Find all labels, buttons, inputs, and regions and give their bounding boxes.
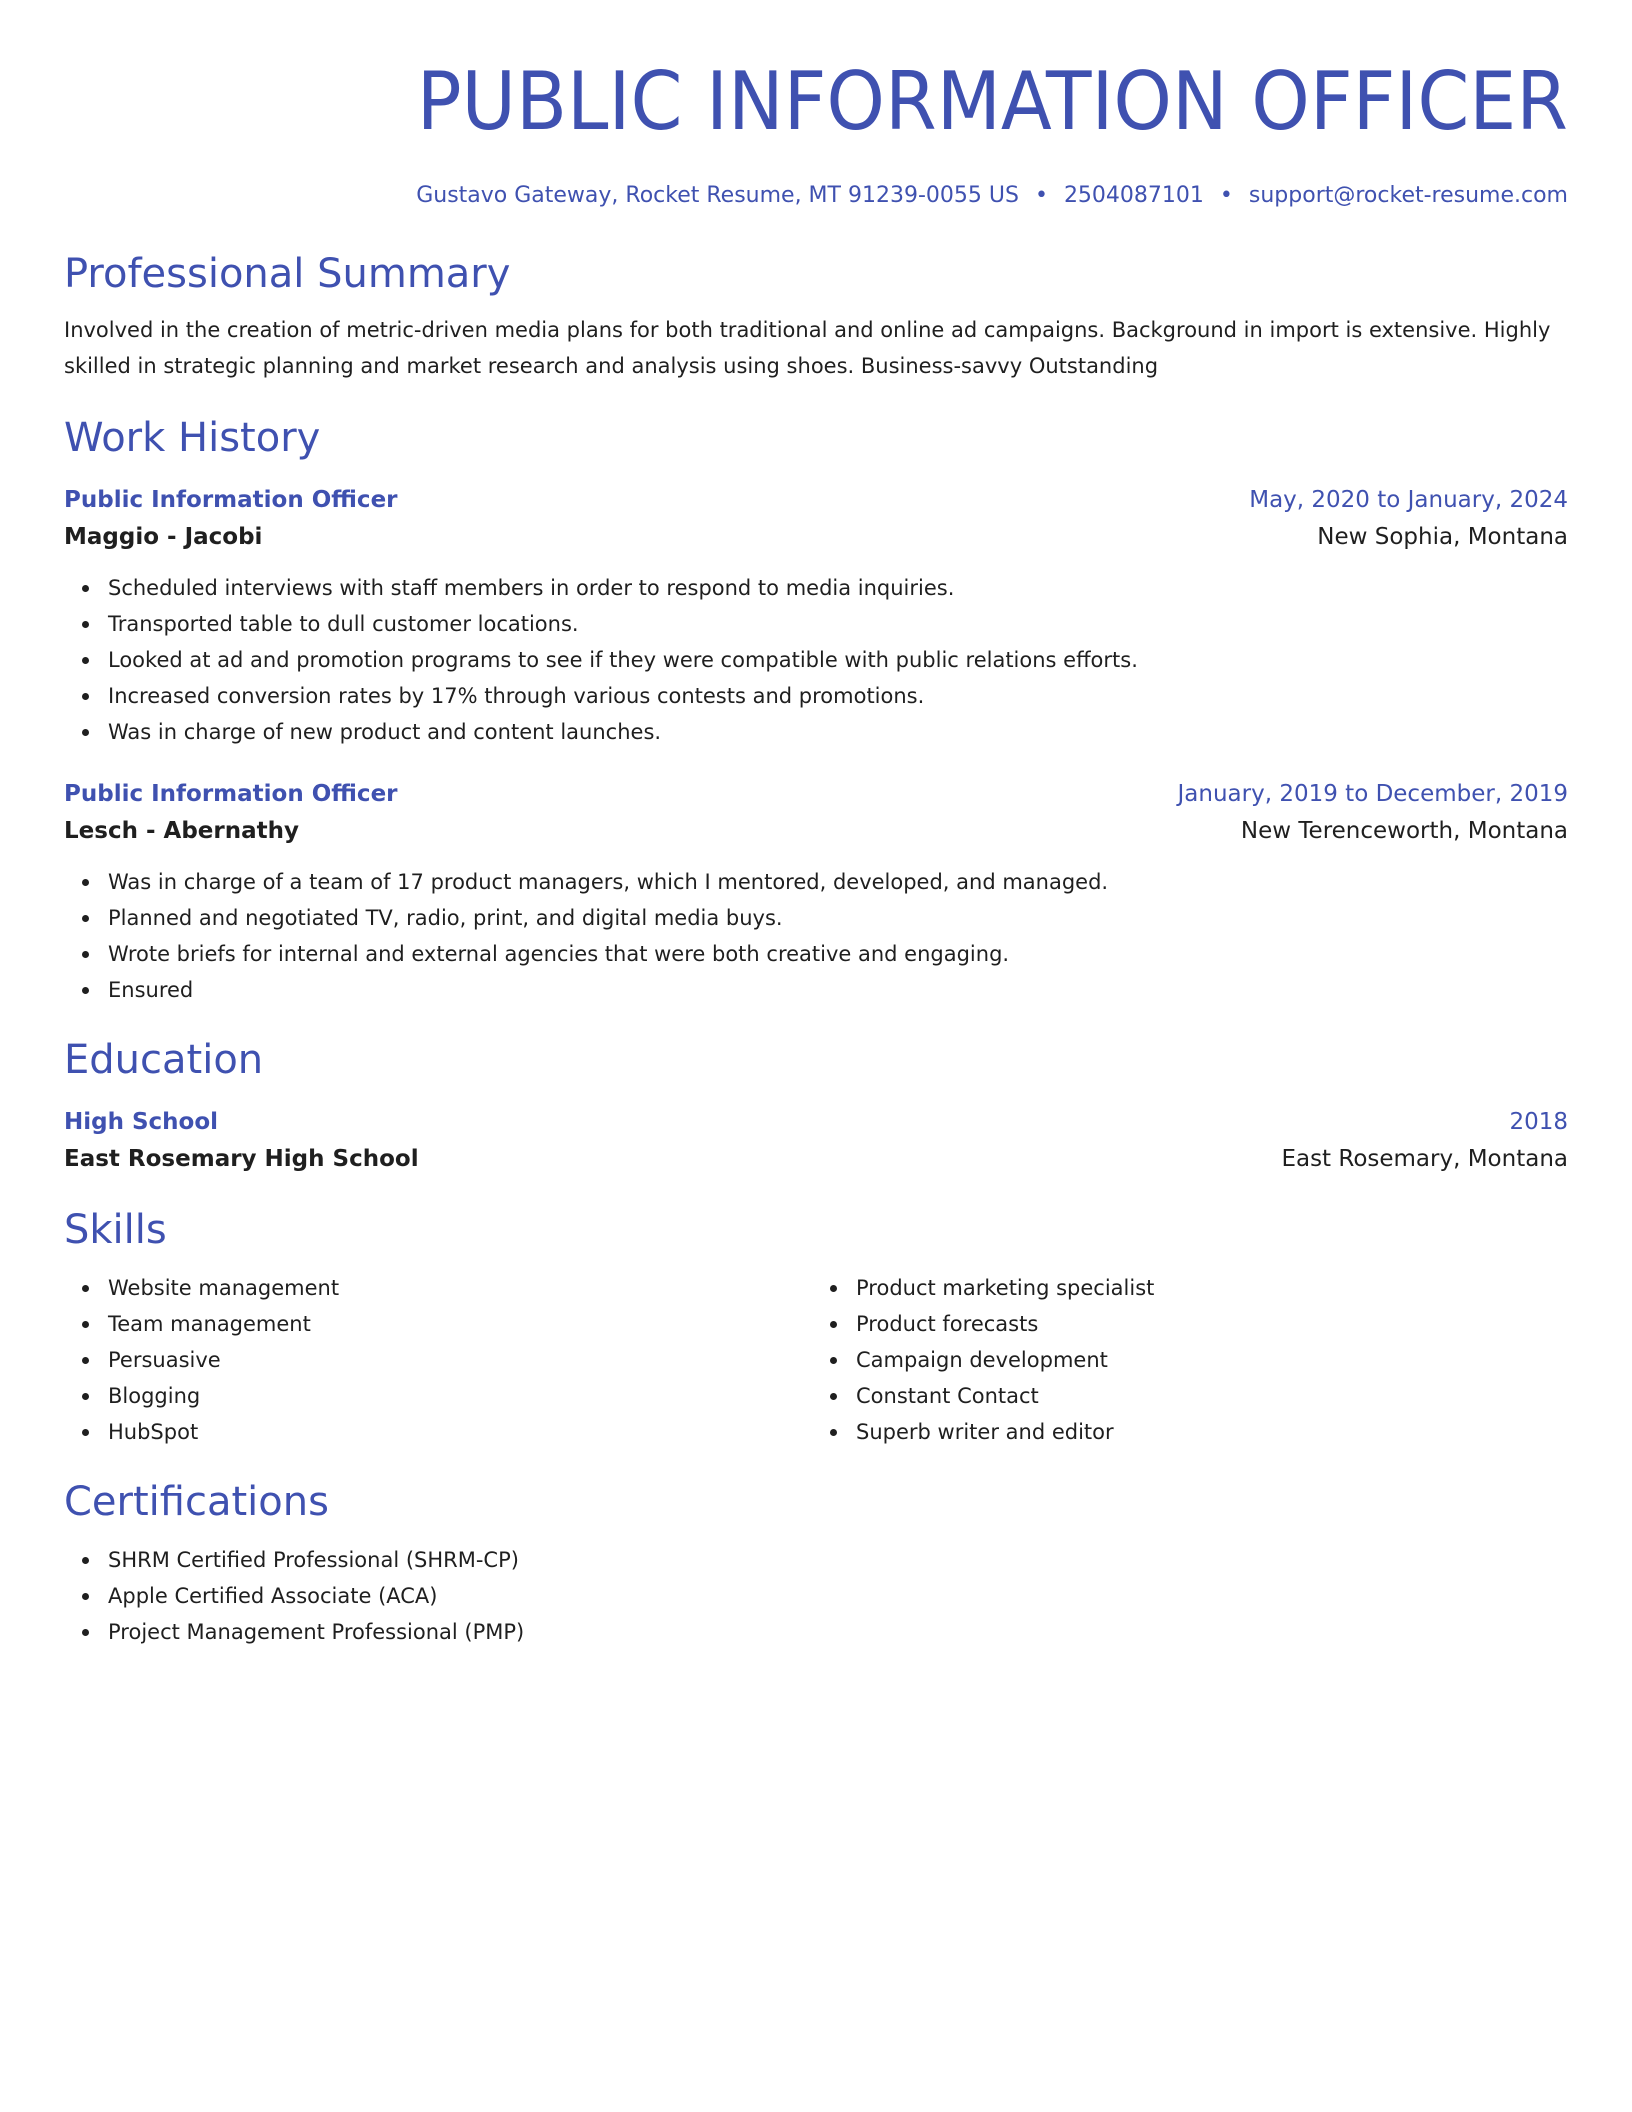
job-company: Lesch - Abernathy (64, 818, 299, 844)
section-title-work-history: Work History (64, 415, 321, 461)
contact-email: support@rocket-resume.com (1248, 183, 1568, 208)
job-location: New Terenceworth, Montana (1240, 818, 1568, 844)
list-item: Blogging (108, 1378, 820, 1414)
section-title-skills: Skills (64, 1207, 167, 1253)
job-location: New Sophia, Montana (1317, 524, 1568, 550)
resume-name-title: PUBLIC INFORMATION OFFICER (416, 55, 1568, 148)
job-entry (64, 482, 1568, 750)
list-item: Planned and negotiated TV, radio, print, and digital media buys. (108, 900, 1568, 936)
list-item: Website management (108, 1270, 820, 1306)
job-bullet-list (64, 864, 1568, 1008)
list-item: Superb writer and editor (856, 1414, 1568, 1450)
list-item: Increased conversion rates by 17% through various contests and promotions. (108, 678, 1568, 714)
summary-text: Involved in the creation of metric-driven media plans for both traditional and online ad campaigns. Background in import is extensive. Highly skilled in strategic planning and market research and analysis using shoes. Business-savvy Outstanding (64, 318, 1551, 378)
list-item: Was in charge of a team of 17 product managers, which I mentored, developed, and managed. (108, 864, 1568, 900)
list-item: Looked at ad and promotion programs to see if they were compatible with public relations efforts. (108, 642, 1568, 678)
list-item: Apple Certified Associate (ACA) (108, 1578, 1568, 1614)
list-item: SHRM Certified Professional (SHRM-CP) (108, 1542, 1568, 1578)
education-location: East Rosemary, Montana (1281, 1146, 1568, 1172)
education-school: East Rosemary High School (64, 1146, 419, 1172)
contact-phone: 2504087101 (1063, 183, 1204, 208)
contact-line (64, 180, 1568, 212)
list-item: Campaign development (856, 1342, 1568, 1378)
job-company: Maggio - Jacobi (64, 524, 263, 550)
certifications-list (64, 1542, 1568, 1650)
skills-column-1 (64, 1270, 820, 1450)
job-bullet-list (64, 570, 1568, 750)
list-item: Team management (108, 1306, 820, 1342)
list-item: Scheduled interviews with staff members in order to respond to media inquiries. (108, 570, 1568, 606)
list-item: Wrote briefs for internal and external agencies that were both creative and engaging. (108, 936, 1568, 972)
job-dates: January, 2019 to December, 2019 (1177, 781, 1568, 807)
list-item: Ensured (108, 972, 1568, 1008)
education-year: 2018 (1509, 1109, 1568, 1135)
skills-grid (64, 1256, 1568, 1450)
contact-address: Gustavo Gateway, Rocket Resume, MT 91239-0055 US (416, 183, 1019, 208)
section-title-education: Education (64, 1037, 264, 1083)
list-item: HubSpot (108, 1414, 820, 1450)
list-item: Product marketing specialist (856, 1270, 1568, 1306)
section-title-certifications: Certifications (64, 1479, 329, 1525)
job-entry (64, 776, 1568, 1008)
list-item: Constant Contact (856, 1378, 1568, 1414)
education-entry (64, 1104, 1568, 1178)
contact-separator: • (1219, 183, 1233, 208)
list-item: Product forecasts (856, 1306, 1568, 1342)
job-dates: May, 2020 to January, 2024 (1249, 487, 1568, 513)
contact-separator: • (1034, 183, 1048, 208)
list-item: Persuasive (108, 1342, 820, 1378)
job-title: Public Information Officer (64, 781, 398, 807)
list-item: Was in charge of new product and content launches. (108, 714, 1568, 750)
education-degree: High School (64, 1109, 219, 1135)
skills-column-2 (820, 1270, 1568, 1450)
list-item: Transported table to dull customer locations. (108, 606, 1568, 642)
job-title: Public Information Officer (64, 487, 398, 513)
list-item: Project Management Professional (PMP) (108, 1614, 1568, 1650)
section-title-summary: Professional Summary (64, 251, 511, 297)
